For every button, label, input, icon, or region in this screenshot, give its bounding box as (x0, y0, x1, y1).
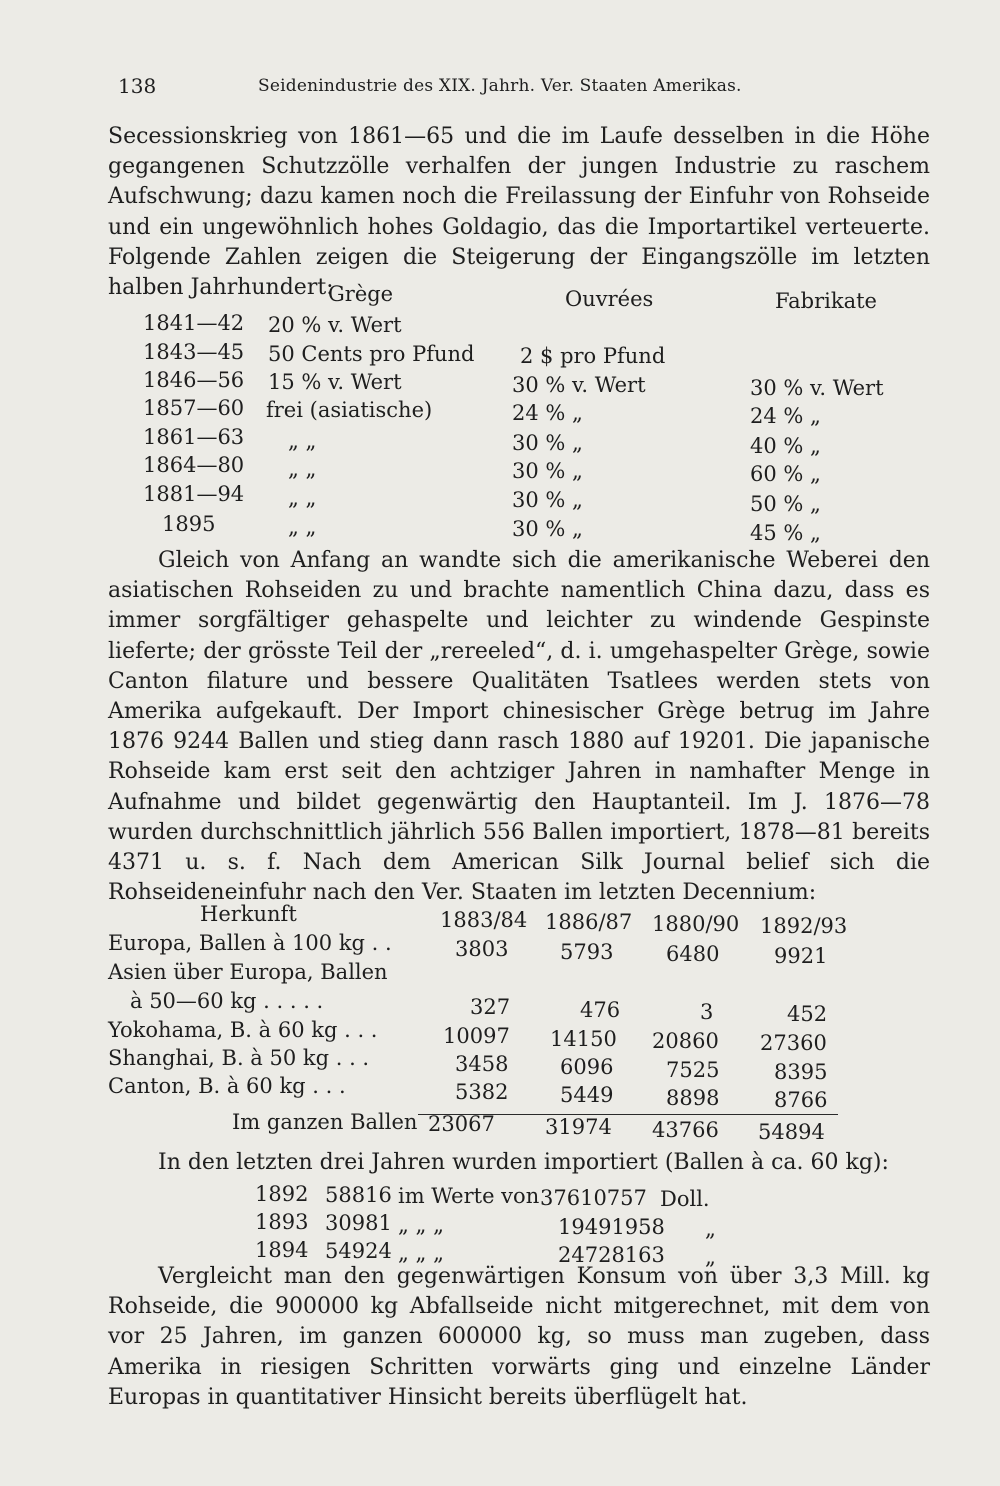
paragraph-intro: Secessionskrieg von 1861—65 und die im Laufe desselben in die Höhe gegangenen Schutzzölle verhalfen der jungen Industrie zu raschem Aufschwung; dazu kamen noch die Freilassung der Einfuhr von Rohseide und ein ungewöhnlich hohes Goldagio, das die Importartikel verteuerte. Folgende Zahlen zeigen die Steigerung der Eingangszölle im letzten halben Jahrhundert: (108, 124, 930, 301)
paragraph-china-japan: Gleich von Anfang an wandte sich die amerikanische Weberei den asiatischen Rohseiden zu und brachte namentlich China dazu, dass es immer sorgfältiger gehaspelte und leichter zu windende Gespinste lieferte; der grösste Teil der „rereeled“, d. i. umgehaspelter Grège, sowie Canton filature und bessere Qualitäten Tsatlees werden stets von Amerika aufgekauft. Der Import chinesischer Grège betrug im Jahre 1876 9244 Ballen und stieg dann rasch 1880 auf 19201. Die japanische Rohseide kam erst seit den achtziger Jahren in namhafter Menge in Aufnahme und bildet gegenwärtig den Hauptanteil. Im J. 1876—78 wurden durchschnittlich jährlich 556 Ballen importiert, 1878—81 bereits 4371 u. s. f. Nach dem American Silk Journal belief sich die Rohseideneinfuhr nach den Ver. Staaten im letzten Decennium: (108, 548, 930, 906)
row-ouvrees: 30 % „ (512, 459, 583, 483)
row-period: 1881—94 (143, 482, 245, 506)
import-unit: „ (705, 1245, 716, 1269)
row-grege: „ „ (288, 515, 317, 539)
row-label: Yokohama, B. à 60 kg . . . (108, 1018, 378, 1042)
import-unit: Doll. (660, 1187, 710, 1211)
import-bales: 58816 (325, 1183, 392, 1207)
row-ouvrees: 24 % „ (512, 401, 583, 425)
header-year: 1886/87 (545, 910, 633, 934)
row-fabrikate: 40 % „ (750, 434, 821, 458)
row-fabrikate: 30 % v. Wert (750, 376, 884, 400)
row-value: 7525 (666, 1058, 720, 1082)
import-table (0, 902, 1000, 1147)
row-value: 476 (580, 998, 621, 1022)
row-period: 1861—63 (143, 425, 245, 449)
import-value: 37610757 (540, 1186, 647, 1210)
row-grege: 20 % v. Wert (268, 313, 402, 337)
row-value: 5793 (560, 940, 614, 964)
import-value: 24728163 (558, 1243, 665, 1267)
row-value: 8395 (774, 1060, 828, 1084)
header-year: 1892/93 (760, 914, 848, 938)
header-fabrikate: Fabrikate (775, 289, 877, 313)
row-label: Asien über Europa, Ballen (108, 960, 388, 984)
recent-imports-intro: In den letzten drei Jahren wurden importiert (Ballen à ca. 60 kg): (158, 1150, 889, 1175)
import-year: 1892 (255, 1182, 309, 1206)
row-period: 1843—45 (143, 340, 245, 364)
total-value: 23067 (428, 1112, 495, 1136)
row-value: 3803 (455, 937, 509, 961)
duty-table (0, 282, 1000, 562)
import-year: 1893 (255, 1210, 309, 1234)
import-text: „ „ „ (398, 1241, 444, 1265)
paragraph-conclusion: Vergleicht man den gegenwärtigen Konsum von über 3,3 Mill. kg Rohseide, die 900000 kg Abfallseide nicht mitgerechnet, mit dem von vor 25 Jahren, im ganzen 600000 kg, so muss man zugeben, dass Amerika in riesigen Schritten vorwärts ging und einzelne Länder Europas in quantitativer Hinsicht bereits überflügelt hat. (108, 1264, 930, 1410)
row-value: 8898 (666, 1086, 720, 1110)
row-grege: 50 Cents pro Pfund (268, 342, 475, 366)
import-text: „ „ „ (398, 1213, 444, 1237)
row-fabrikate: 45 % „ (750, 521, 821, 545)
row-label: Shanghai, B. à 50 kg . . . (108, 1046, 370, 1070)
row-grege: „ „ (288, 457, 317, 481)
sum-rule (418, 1114, 838, 1115)
row-period: 1841—42 (143, 311, 245, 335)
total-value: 43766 (652, 1118, 719, 1142)
row-grege: „ „ (288, 486, 317, 510)
row-value: 6480 (666, 942, 720, 966)
row-fabrikate: 60 % „ (750, 462, 821, 486)
header-year: 1883/84 (440, 908, 528, 932)
row-ouvrees: 2 $ pro Pfund (520, 344, 666, 368)
total-value: 54894 (758, 1120, 825, 1144)
row-value: 3458 (455, 1052, 509, 1076)
recent-imports-list (0, 1180, 1000, 1270)
row-grege: 15 % v. Wert (268, 370, 402, 394)
total-value: 31974 (545, 1115, 612, 1139)
row-fabrikate: 24 % „ (750, 404, 821, 428)
row-value: 10097 (443, 1024, 510, 1048)
total-label: Im ganzen Ballen (232, 1110, 418, 1134)
row-value: 20860 (652, 1029, 719, 1053)
import-text: im Werte von (398, 1184, 540, 1208)
header-ouvrees: Ouvrées (565, 287, 654, 311)
header-origin: Herkunft (200, 902, 297, 926)
import-value: 19491958 (558, 1215, 665, 1239)
row-label: Europa, Ballen à 100 kg . . (108, 931, 392, 955)
running-title: Seidenindustrie des XIX. Jahrh. Ver. Staaten Amerikas. (258, 76, 742, 96)
header-year: 1880/90 (652, 912, 740, 936)
row-value: 14150 (550, 1027, 617, 1051)
page-number: 138 (118, 74, 157, 98)
row-value: 327 (470, 995, 511, 1019)
row-ouvrees: 30 % v. Wert (512, 373, 646, 397)
row-value: 27360 (760, 1031, 827, 1055)
row-value: 9921 (774, 944, 828, 968)
page-header (118, 74, 798, 104)
row-period: 1857—60 (143, 396, 245, 420)
row-value: 5382 (455, 1080, 509, 1104)
row-fabrikate: 50 % „ (750, 492, 821, 516)
row-label: à 50—60 kg . . . . . (130, 989, 324, 1013)
row-value: 8766 (774, 1088, 828, 1112)
row-grege: frei (asiatische) (266, 398, 433, 422)
row-value: 452 (787, 1002, 828, 1026)
row-ouvrees: 30 % „ (512, 517, 583, 541)
import-bales: 30981 (325, 1211, 392, 1235)
row-period: 1895 (162, 512, 216, 536)
import-year: 1894 (255, 1238, 309, 1262)
row-label: Canton, B. à 60 kg . . . (108, 1074, 346, 1098)
row-ouvrees: 30 % „ (512, 431, 583, 455)
row-value: 3 (700, 1000, 714, 1024)
row-value: 6096 (560, 1055, 614, 1079)
header-grege: Grège (328, 282, 394, 306)
import-bales: 54924 (325, 1239, 392, 1263)
row-grege: „ „ (288, 429, 317, 453)
row-ouvrees: 30 % „ (512, 488, 583, 512)
row-period: 1846—56 (143, 368, 245, 392)
row-value: 5449 (560, 1083, 614, 1107)
row-period: 1864—80 (143, 453, 245, 477)
import-unit: „ (705, 1217, 716, 1241)
